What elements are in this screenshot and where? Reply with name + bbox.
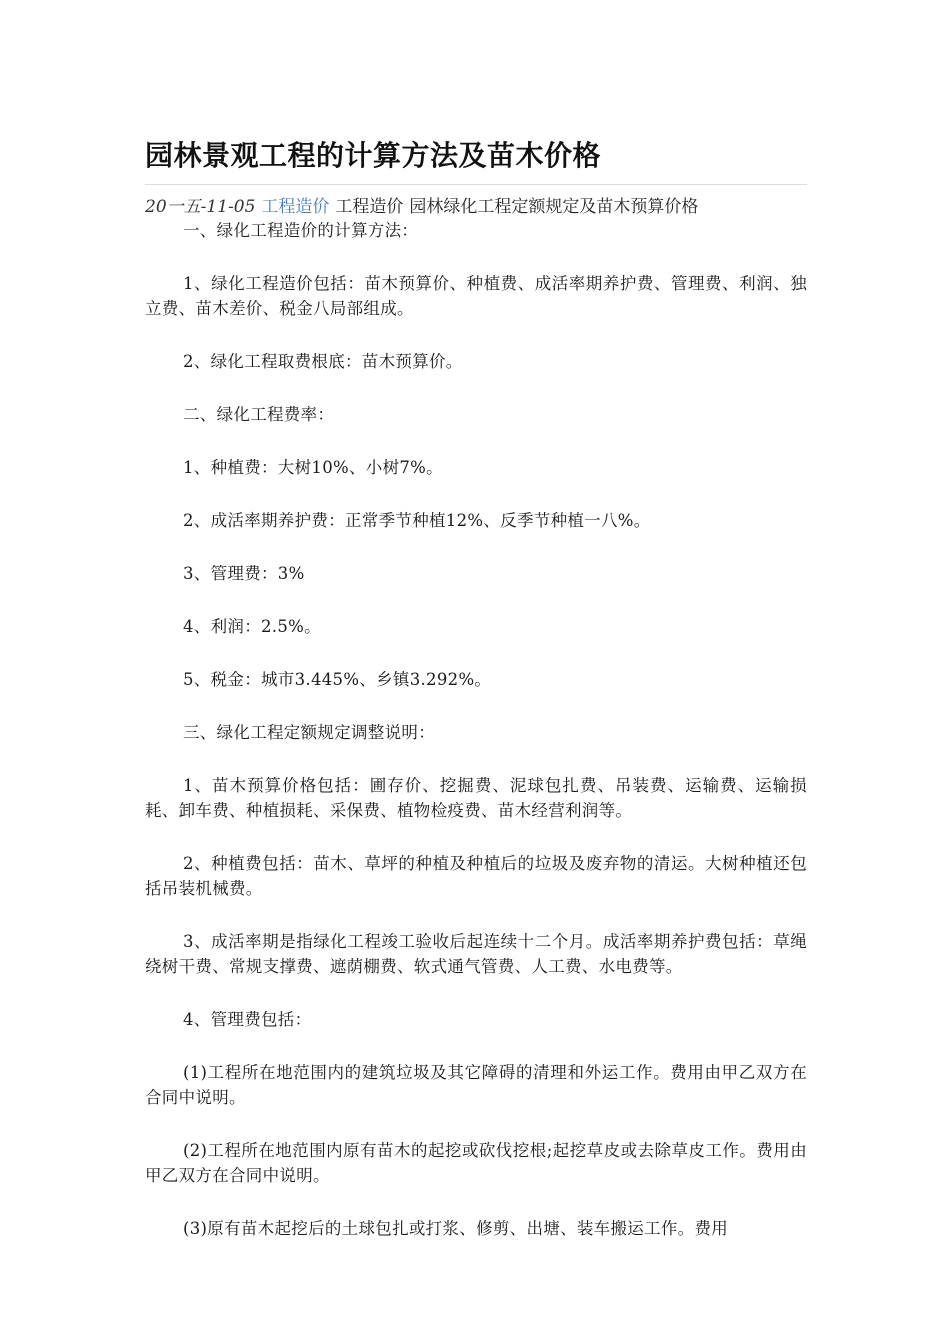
paragraph: 2、绿化工程取费根底：苗木预算价。 [183, 352, 463, 371]
paragraph: 4、管理费包括： [183, 1010, 312, 1029]
paragraph: 2、成活率期养护费：正常季节种植12%、反季节种植一八%。 [183, 511, 651, 530]
paragraph: 5、税金：城市3.445%、乡镇3.292%。 [183, 670, 492, 689]
paragraph: 2、种植费包括：苗木、草坪的种植及种植后的垃圾及废弃物的清运。大树种植还包括吊装机械费。 [145, 854, 807, 898]
paragraph: 1、苗木预算价格包括：圃存价、挖掘费、泥球包扎费、吊装费、运输费、运输损耗、卸车费、种植损耗、采保费、植物检疫费、苗木经营利润等。 [145, 776, 807, 820]
paragraph: 1、绿化工程造价包括：苗木预算价、种植费、成活率期养护费、管理费、利润、独立费、苗木差价、税金八局部组成。 [145, 274, 807, 318]
category-link[interactable]: 工程造价 [261, 197, 330, 217]
paragraph: 一、绿化工程造价的计算方法： [183, 221, 419, 240]
category-label: 工程造价 [335, 197, 404, 217]
paragraph: 二、绿化工程费率： [183, 405, 335, 424]
paragraph: 1、种植费：大树10%、小树7%。 [183, 458, 443, 477]
paragraph: (2)工程所在地范围内原有苗木的起挖或砍伐挖根;起挖草皮或去除草皮工作。费用由甲乙双方在合同中说明。 [145, 1141, 807, 1185]
paragraph: (3)原有苗木起挖后的土球包扎或打浆、修剪、出塘、装车搬运工作。费用 [183, 1219, 729, 1238]
publish-date: 20一五-11-05 [145, 197, 256, 217]
paragraph: 3、管理费：3% [183, 564, 305, 583]
paragraph: 三、绿化工程定额规定调整说明： [183, 723, 435, 742]
article-subtitle: 园林绿化工程定额规定及苗木预算价格 [409, 197, 699, 217]
paragraph: 3、成活率期是指绿化工程竣工验收后起连续十二个月。成活率期养护费包括：草绳绕树干费、常规支撑费、遮荫棚费、软式通气管费、人工费、水电费等。 [145, 932, 807, 976]
paragraph: (1)工程所在地范围内的建筑垃圾及其它障碍的清理和外运工作。费用由甲乙双方在合同中说明。 [145, 1063, 807, 1107]
article-meta [145, 196, 698, 218]
paragraph: 4、利润：2.5%。 [183, 617, 321, 636]
article-body [145, 218, 807, 1269]
title-divider [145, 184, 807, 185]
page-title: 园林景观工程的计算方法及苗木价格 [145, 139, 602, 172]
